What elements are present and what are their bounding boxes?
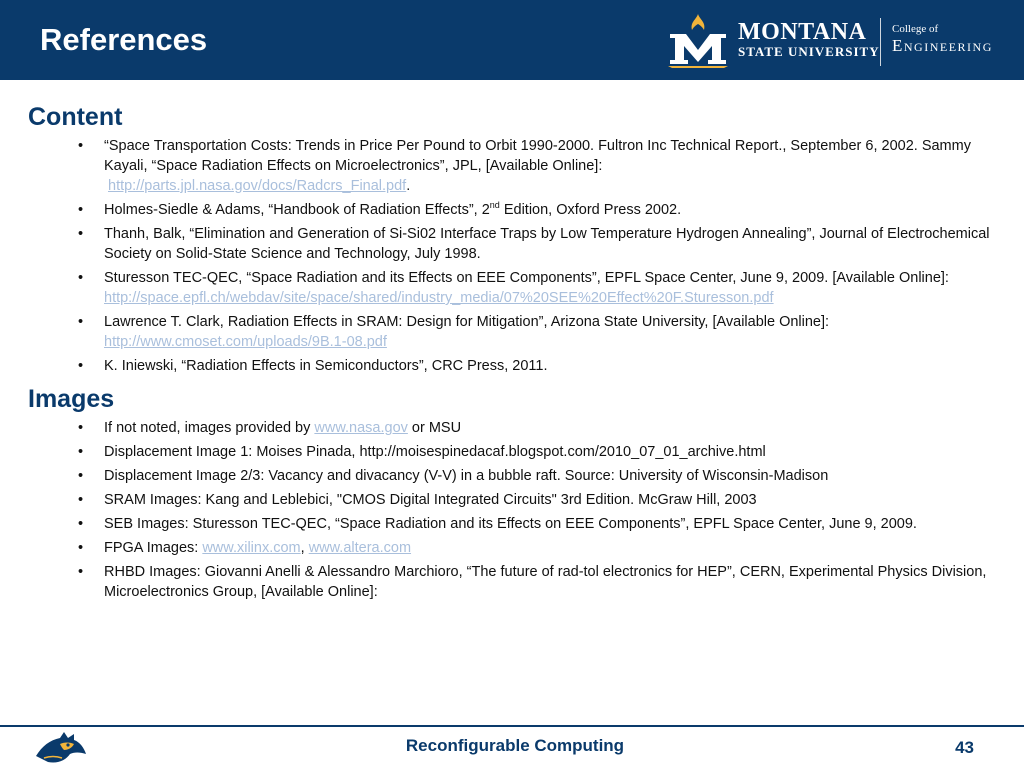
reference-text: K. Iniewski, “Radiation Effects in Semiconductors”, CRC Press, 2011. <box>104 358 548 374</box>
msu-m-logo-icon <box>666 12 730 68</box>
logo-divider <box>880 18 881 66</box>
reference-text: Displacement Image 1: Moises Pinada, http://moisespinedacaf.blogspot.com/2010_07_01_archive.html <box>104 444 766 460</box>
reference-text: SEB Images: Sturesson TEC-QEC, “Space Radiation and its Effects on EEE Components”, EPFL Space Center, June 9, 2009. <box>104 516 917 532</box>
logo-line-state-university: STATE UNIVERSITY <box>738 44 880 59</box>
page-title: References <box>40 22 208 57</box>
list-item <box>28 442 1008 462</box>
reference-text: Displacement Image 2/3: Vacancy and divacancy (V-V) in a bubble raft. Source: University of Wisconsin-Madison <box>104 468 829 484</box>
list-item <box>28 418 1008 438</box>
reference-link[interactable]: www.xilinx.com <box>202 540 301 556</box>
list-item <box>28 268 1008 308</box>
reference-link[interactable]: www.nasa.gov <box>314 420 408 436</box>
list-item <box>28 490 1008 510</box>
reference-link[interactable]: www.altera.com <box>308 540 412 556</box>
reference-text: Sturesson TEC-QEC, “Space Radiation and its Effects on EEE Components”, EPFL Space Center, June 9, 2009. [Available Online]: <box>104 270 949 286</box>
list-item <box>28 466 1008 486</box>
content-list <box>28 136 1008 376</box>
reference-text: “Space Transportation Costs: Trends in Price Per Pound to Orbit 1990-2000. Fultron Inc Technical Report., September 6, 2002. Sammy Kayali, “Space Radiation Effects on Microelectronics”, JPL, [Available Online]: <box>104 138 971 174</box>
reference-text: , <box>300 540 309 556</box>
page-number: 43 <box>955 738 974 757</box>
images-list <box>28 418 1008 602</box>
list-item <box>28 538 1008 558</box>
college-wordmark <box>892 22 993 56</box>
list-item <box>28 200 1008 220</box>
images-heading: Images <box>28 385 115 413</box>
reference-text: or MSU <box>407 420 462 436</box>
reference-text: If not noted, images provided by <box>104 420 315 436</box>
reference-text: Thanh, Balk, “Elimination and Generation of Si-Si02 Interface Traps by Low Temperature Hydrogen Annealing”, Journal of Electrochemical Society on Solid-State Science and Technology, July 1998. <box>104 226 990 262</box>
college-name: Engineering <box>892 36 993 55</box>
college-of-label: College of <box>892 23 939 35</box>
footer-title: Reconfigurable Computing <box>405 736 625 755</box>
reference-text: Lawrence T. Clark, Radiation Effects in SRAM: Design for Mitigation”, Arizona State University, [Available Online]: <box>104 314 830 330</box>
content-section <box>28 100 1008 376</box>
reference-link[interactable]: http://space.epfl.ch/webdav/site/space/shared/industry_media/07%20SEE%20Effect%20F.Sturesson.pdf <box>104 290 774 306</box>
superscript: nd <box>489 200 500 211</box>
msu-wordmark <box>738 20 880 60</box>
list-item <box>28 514 1008 534</box>
reference-suffix: . <box>406 178 411 194</box>
reference-text: RHBD Images: Giovanni Anelli & Alessandro Marchioro, “The future of rad-tol electronics for HEP”, CERN, Experimental Physics Division, Microelectronics Group, [Available Online]: <box>104 564 987 600</box>
content-heading: Content <box>28 103 123 131</box>
reference-text: FPGA Images: <box>104 540 203 556</box>
reference-link[interactable]: http://parts.jpl.nasa.gov/docs/Radcrs_Final.pdf <box>108 178 407 194</box>
footer-divider <box>0 725 1024 727</box>
header-bar <box>0 0 1024 80</box>
reference-text: Edition, Oxford Press 2002. <box>499 202 682 218</box>
reference-text: Holmes-Siedle & Adams, “Handbook of Radiation Effects”, 2 <box>104 202 490 218</box>
reference-text: SRAM Images: Kang and Leblebici, "CMOS Digital Integrated Circuits" 3rd Edition. McGraw Hill, 2003 <box>104 492 757 508</box>
list-item <box>28 224 1008 264</box>
list-item <box>28 312 1008 352</box>
list-item <box>28 356 1008 376</box>
list-item <box>28 136 1008 196</box>
images-section <box>28 382 1008 602</box>
logo-line-montana: MONTANA <box>738 19 867 45</box>
slide-body <box>28 100 1008 606</box>
reference-link[interactable]: http://www.cmoset.com/uploads/9B.1-08.pdf <box>104 334 387 350</box>
list-item <box>28 562 1008 602</box>
